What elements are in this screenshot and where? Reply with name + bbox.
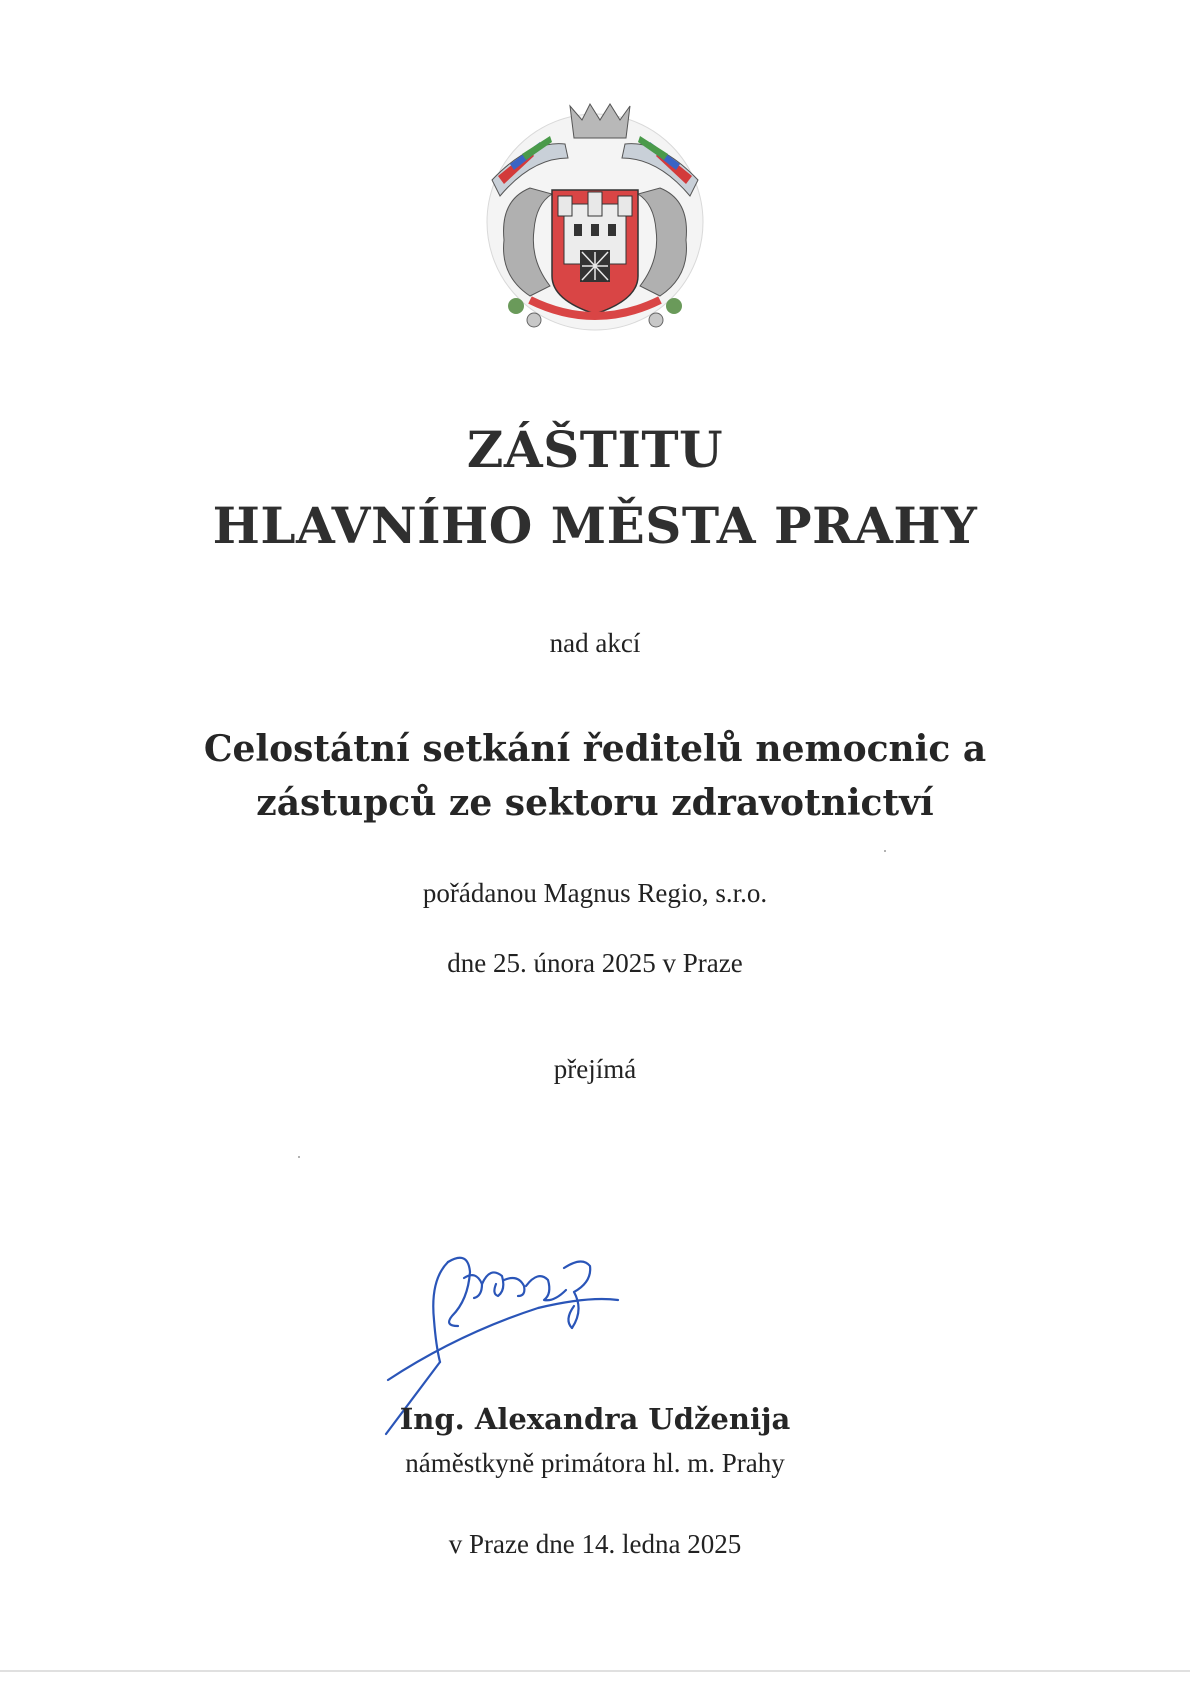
event-title-line-1: Celostátní setkání ředitelů nemocnic a: [203, 728, 987, 770]
scan-speck: [298, 1156, 300, 1158]
accepts-text: přejímá: [553, 1054, 637, 1084]
prague-coat-of-arms-icon: [470, 100, 720, 340]
intro-text: nad akcí: [549, 628, 641, 658]
signer-role: náměstkyně primátora hl. m. Prahy: [405, 1448, 785, 1478]
event-date-text: dne 25. února 2025 v Praze: [447, 948, 743, 978]
heading-line-2: HLAVNÍHO MĚSTA PRAHY: [212, 496, 978, 555]
heading-line-1: ZÁŠTITU: [466, 420, 724, 479]
scan-bottom-edge: [0, 1670, 1190, 1672]
signer-name: Ing. Alexandra Udženija: [399, 1402, 791, 1436]
event-title-line-2: zástupců ze sektoru zdravotnictví: [256, 782, 934, 824]
sign-date-text: v Praze dne 14. ledna 2025: [448, 1529, 742, 1559]
scan-speck: [884, 850, 886, 852]
organizer-text: pořádanou Magnus Regio, s.r.o.: [422, 878, 768, 908]
